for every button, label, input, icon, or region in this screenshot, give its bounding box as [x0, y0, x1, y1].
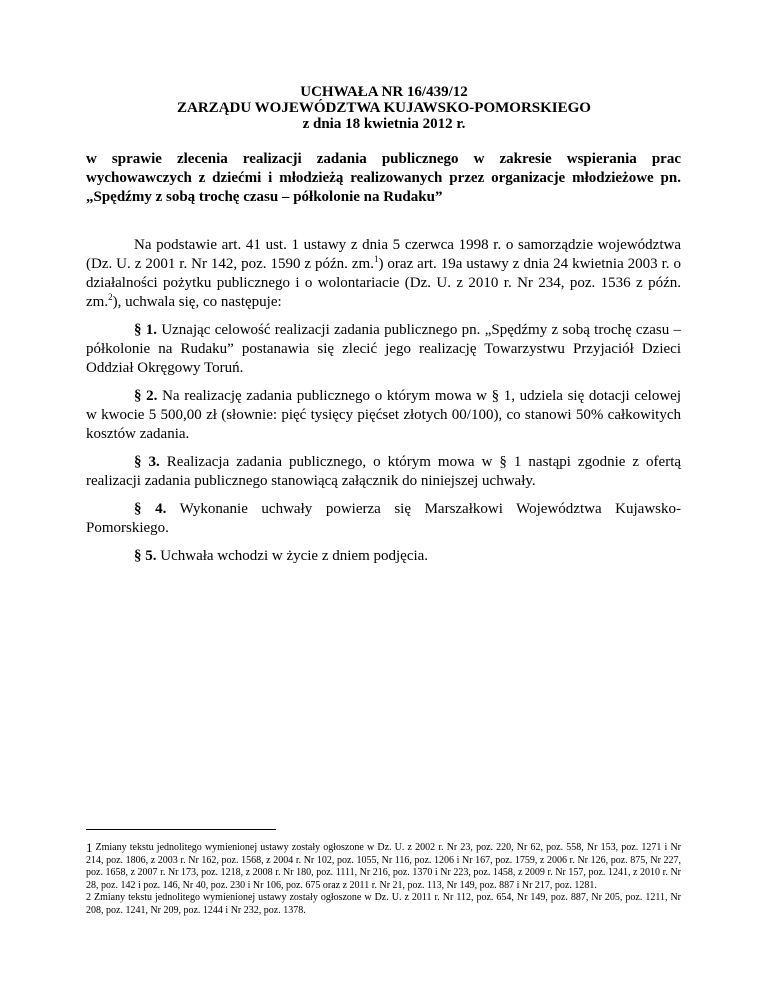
- footnote-ref-1[interactable]: 1: [373, 254, 379, 264]
- footnote-2: [86, 892, 681, 917]
- section-2: [86, 387, 681, 444]
- footnotes: [86, 842, 681, 917]
- section-label: § 1.: [134, 322, 158, 338]
- preamble-text-3: ), uchwala się, co następuje:: [112, 294, 282, 310]
- section-text: Realizacja zadania publicznego, o którym mowa w § 1 nastąpi zgodnie z ofertą realizacji zadania publicznego stanowiącą załącznik do niniejszej uchwały.: [86, 454, 682, 489]
- section-3: [86, 453, 681, 491]
- section-label: § 2.: [134, 388, 158, 404]
- section-5: [86, 547, 681, 566]
- section-text: Uchwała wchodzi w życie z dniem podjęcia.: [160, 548, 429, 564]
- preamble-text-2: ) oraz art. 19a ustawy z dnia 24 kwietnia 2003 r. o działalności pożytku publicznego i o wolontariacie (Dz. U. z 2010 r. Nr 234, poz. 1536 z późn. zm.: [86, 256, 681, 310]
- section-text: Na realizację zadania publicznego o którym mowa w § 1, udziela się dotacji celowej w kwocie 5 500,00 zł (słownie: pięć tysięcy pięćset złotych 00/100), co stanowi 50% całkowitych kosztów zadania.: [86, 388, 682, 442]
- footnote-mark: 1: [86, 840, 93, 855]
- resolution-header: [0, 84, 768, 132]
- preamble-text-1: Na podstawie art. 41 ust. 1 ustawy z dnia 5 czerwca 1998 r. o samorządzie województwa (Dz. U. z 2001 r. Nr 142, poz. 1590 z późn. zm.: [86, 237, 681, 272]
- section-text: Wykonanie uchwały powierza się Marszałkowi Województwa Kujawsko-Pomorskiego.: [86, 501, 682, 536]
- resolution-subject: w sprawie zlecenia realizacji zadania publicznego w zakresie wspierania prac wychowawczych z dziećmi i młodzieżą realizowanych przez organizacje młodzieżowe pn. „Spędźmy z sobą trochę czasu – półkolonie na Rudaku”: [86, 151, 681, 205]
- issuing-body: ZARZĄDU WOJEWÓDZTWA KUJAWSKO-POMORSKIEGO: [177, 100, 591, 116]
- footnote-1: [86, 842, 681, 892]
- footnote-ref-2[interactable]: 2: [108, 292, 113, 302]
- section-1: [86, 321, 681, 378]
- footnote-text: Zmiany tekstu jednolitego wymienionej ustawy zostały ogłoszone w Dz. U. z 2011 r. Nr 112, poz. 654, Nr 149, poz. 887, Nr 205, poz. 1211, Nr 208, poz. 1241, Nr 209, poz. 1244 i Nr 232, poz. 1378.: [86, 892, 681, 916]
- footnote-separator: [86, 829, 276, 830]
- resolution-number: UCHWAŁA NR 16/439/12: [300, 84, 468, 100]
- section-label: § 3.: [134, 454, 160, 470]
- section-label: § 5.: [134, 548, 157, 564]
- section-label: § 4.: [134, 501, 167, 517]
- footnote-mark: 2: [86, 892, 91, 903]
- section-text: Uznając celowość realizacji zadania publicznego pn. „Spędźmy z sobą trochę czasu – półkolonie na Rudaku” postanawia się zlecić jego realizację Towarzystwu Przyjaciół Dzieci Oddział Okręgowy Toruń.: [86, 322, 682, 376]
- footnote-text: Zmiany tekstu jednolitego wymienionej ustawy zostały ogłoszone w Dz. U. z 2002 r. Nr 23, poz. 220, Nr 62, poz. 558, Nr 153, poz. 1271 i Nr 214, poz. 1806, z 2003 r. Nr 162, poz. 1568, z 2004 r. Nr 102, poz. 1055, Nr 116, poz. 1206 i Nr 167, poz. 1759, z 2006 r. Nr 126, poz. 875, Nr 227, poz. 1658, z 2007 r. Nr 173, poz. 1218, z 2008 r. Nr 180, poz. 1111, Nr 216, poz. 1370 i Nr 223, poz. 1458, z 2009 r. Nr 157, poz. 1241, z 2010 r. Nr 28, poz. 142 i poz. 146, Nr 40, poz. 230 i Nr 106, poz. 675 oraz z 2011 r. Nr 21, poz. 113, Nr 149, poz. 887 i Nr 217, poz. 1281.: [86, 842, 681, 891]
- resolution-date: z dnia 18 kwietnia 2012 r.: [302, 116, 466, 132]
- section-4: [86, 500, 681, 538]
- preamble: [86, 236, 681, 312]
